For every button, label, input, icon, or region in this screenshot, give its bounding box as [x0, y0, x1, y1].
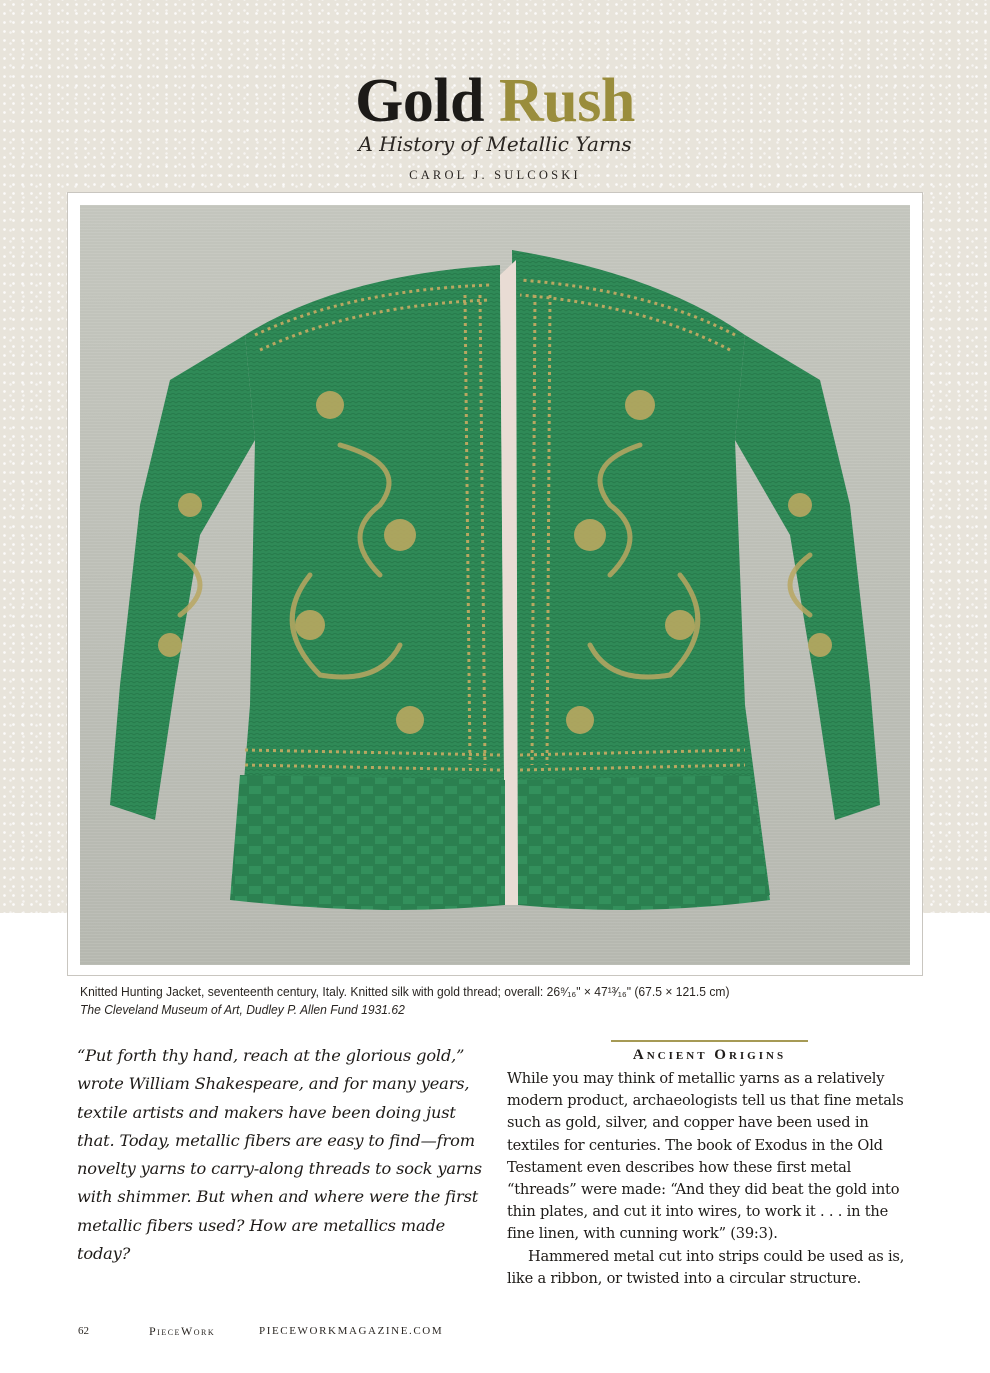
jacket-photo — [80, 205, 910, 965]
title-word-2: Rush — [499, 67, 635, 135]
section-heading: Ancient Origins — [632, 1047, 787, 1063]
intro-paragraph: “Put forth thy hand, reach at the glorious gold,” wrote William Shakespeare, and for many years, textile artists and makers have been doing just that. Today, metallic fibers are easy to find—from novelty yarns to carry-along threads to sock yarns with shimmer. But when and where were the first metallic fibers used? How are metallics made today? — [77, 1046, 482, 1264]
body-paragraph: Hammered metal cut into strips could be used as is, like a ribbon, or twisted into a circular structure. — [507, 1247, 905, 1287]
caption-text: Knitted Hunting Jacket, seventeenth century, Italy. Knitted silk with gold thread; overall: 26⁹⁄₁₆" × 47¹³⁄₁₆" (67.5 × 121.5 cm) — [80, 984, 730, 999]
magazine-website: PIECEWORKMAGAZINE.COM — [259, 1325, 444, 1337]
jacket-illustration — [80, 205, 910, 965]
figure-caption — [80, 983, 861, 1019]
article-subtitle: A History of Metallic Yarns — [358, 132, 632, 156]
body-paragraph: While you may think of metallic yarns as a relatively modern product, archaeologists tell us that fine metals such as gold, silver, and copper have been used in textiles for centuries. The book of Exodus in the Old Testament even describes how these first metal “threads” were made: “And they did beat the gold into thin plates, and cut it into wires, to work it . . . in the fine linen, with cunning work” (39:3). — [507, 1070, 904, 1243]
title-word-1: Gold — [355, 67, 485, 135]
photo-frame — [67, 192, 923, 976]
magazine-name: PieceWork — [149, 1324, 216, 1338]
section-divider-rule — [611, 1040, 808, 1042]
page-number: 62 — [78, 1325, 89, 1337]
author-byline: CAROL J. SULCOSKI — [409, 168, 581, 182]
article-title — [0, 66, 990, 136]
body-column — [507, 1068, 917, 1290]
caption-credit: The Cleveland Museum of Art, Dudley P. Allen Fund 1931.62 — [80, 1002, 405, 1017]
